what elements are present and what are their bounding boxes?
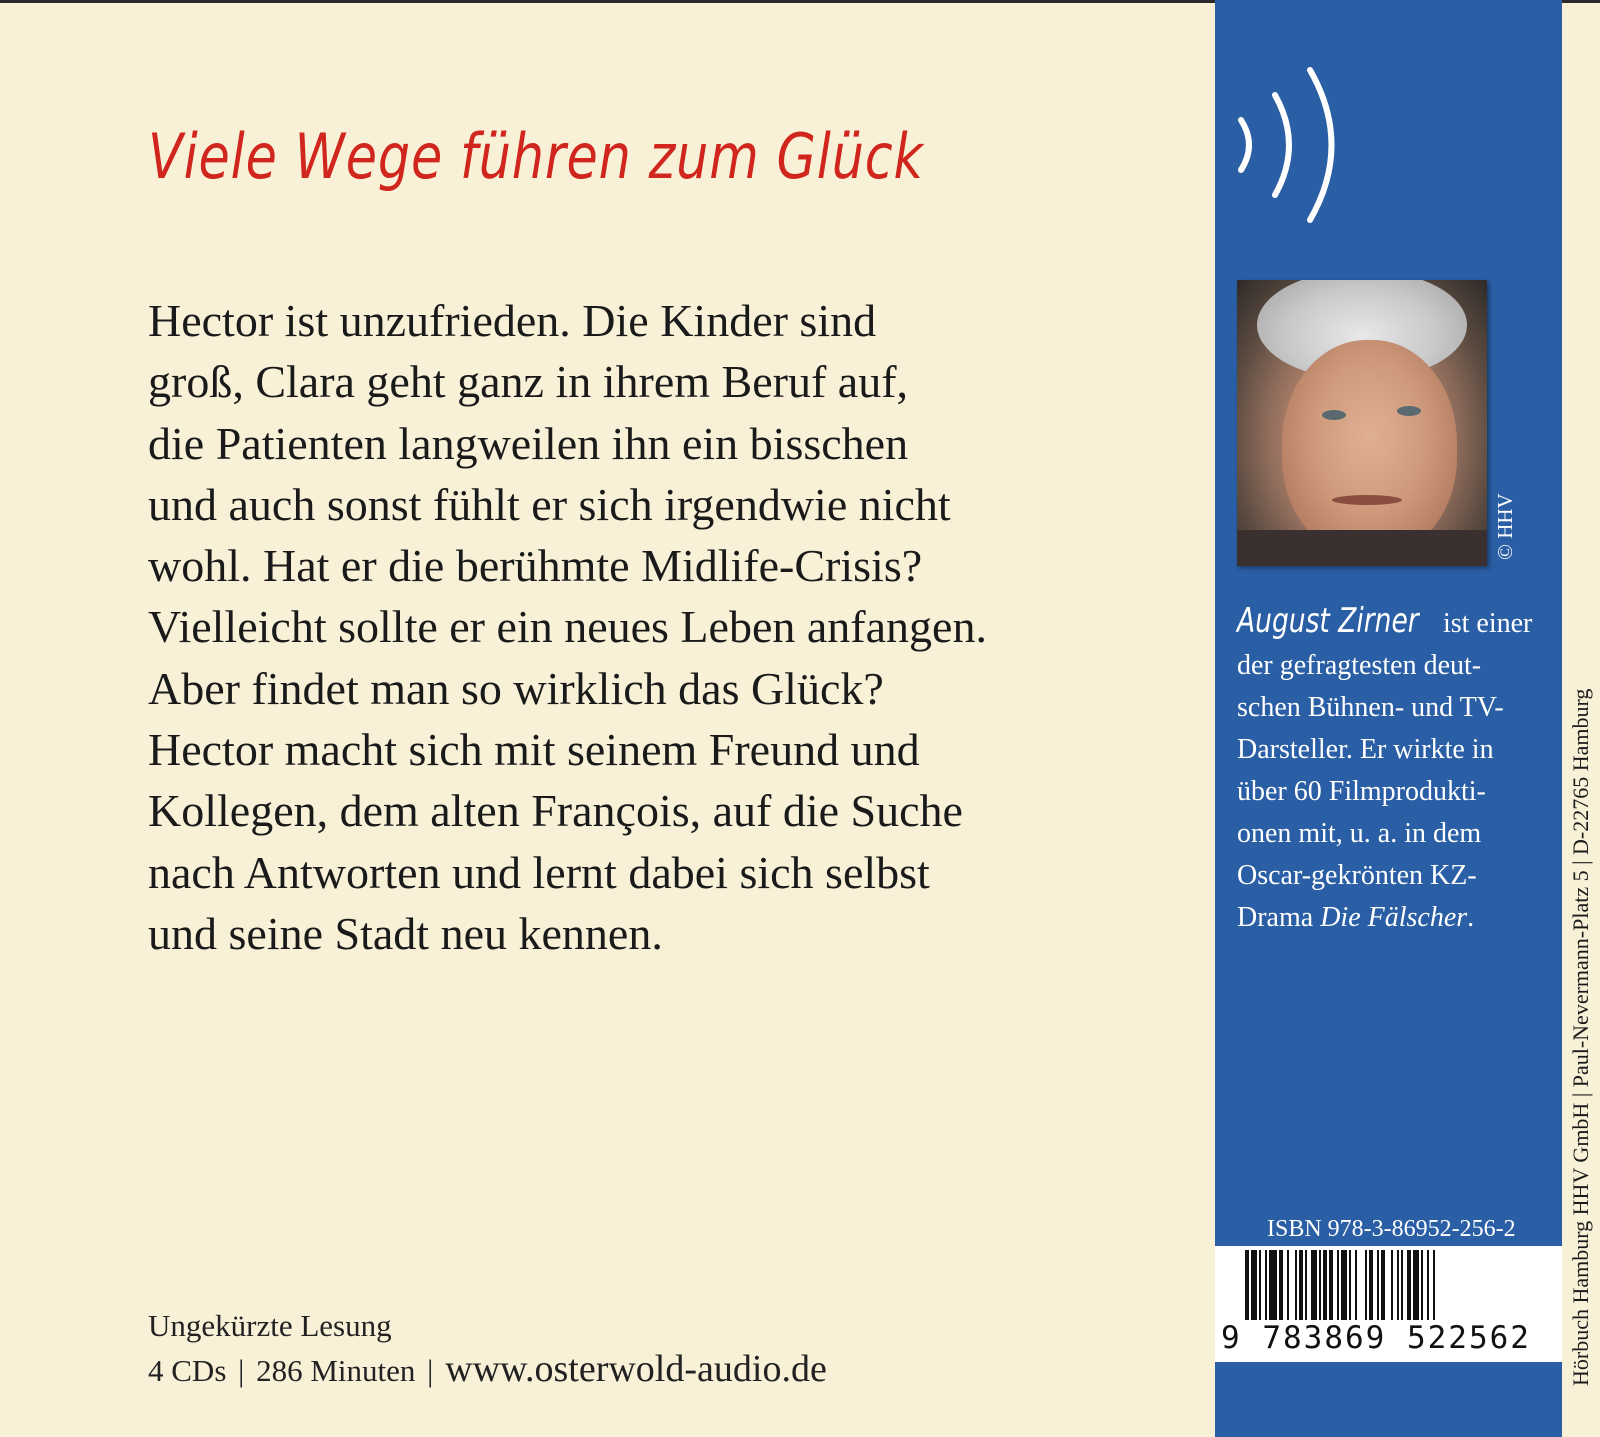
isbn: ISBN 978-3-86952-256-2 (1267, 1216, 1516, 1242)
bio-line: Darsteller. Er wirkte in (1237, 734, 1494, 765)
blurb-line: und seine Stadt neu kennen. (148, 907, 663, 959)
bio-line-last (1237, 897, 1557, 939)
barcode-bar (1377, 1250, 1379, 1320)
footer (148, 1305, 827, 1393)
barcode-bar (1349, 1250, 1351, 1320)
narrator-bio (1237, 600, 1557, 939)
bio-line-first (1237, 600, 1557, 645)
blurb-line: Hector ist unzufrieden. Die Kinder sind (148, 295, 877, 346)
barcode-bar (1323, 1250, 1327, 1320)
barcode-bar (1365, 1250, 1367, 1320)
barcode-bar (1311, 1250, 1317, 1320)
barcode-bar (1355, 1250, 1357, 1320)
film-title: Die Fälscher (1320, 902, 1468, 933)
blurb-line: Kollegen, dem alten François, auf die Suche (148, 785, 963, 837)
barcode-bar (1337, 1250, 1339, 1320)
bio-line: über 60 Filmprodukti- (1237, 776, 1486, 807)
cd-count: 4 CDs (148, 1353, 227, 1388)
barcode-bar (1381, 1250, 1385, 1320)
bio-first-text: ist einer (1442, 608, 1533, 639)
barcode-bar (1401, 1250, 1403, 1320)
barcode-bar (1251, 1250, 1257, 1320)
barcode-bar (1305, 1250, 1307, 1320)
barcode-bar (1433, 1250, 1435, 1320)
photo-credit: © HHV (1493, 493, 1517, 560)
barcode-digits: 9 783869 522562 (1221, 1320, 1531, 1356)
product-details (148, 1347, 827, 1393)
barcode-bar (1391, 1250, 1393, 1320)
barcode-bar (1279, 1250, 1283, 1320)
publisher-spine-text: Hörbuch Hamburg HHV GmbH | Paul-Nevermann-Platz 5 | D-22765 Hamburg (1568, 688, 1593, 1386)
website-link[interactable]: www.osterwold-audio.de (445, 1348, 827, 1390)
barcode-bar (1421, 1250, 1423, 1320)
info-panel (1215, 0, 1562, 1437)
bio-line: onen mit, u. a. in dem (1237, 818, 1482, 849)
separator: | (427, 1353, 434, 1388)
barcode-bar (1427, 1250, 1429, 1320)
blurb-line: Vielleicht sollte er ein neues Leben anfangen. (148, 601, 987, 653)
blurb-line: die Patienten langweilen ihn ein bisschen (148, 417, 909, 469)
bio-line: der gefragtesten deut- (1237, 650, 1482, 681)
barcode-bar (1287, 1250, 1289, 1320)
barcode-bar (1299, 1250, 1303, 1320)
edition-label: Ungekürzte Lesung (148, 1308, 392, 1343)
barcode-bar (1319, 1250, 1321, 1320)
barcode-bar (1369, 1250, 1373, 1320)
bio-last-prefix: Drama (1237, 902, 1314, 933)
headline: Viele Wege führen zum Glück (148, 120, 924, 193)
barcode-bar (1407, 1250, 1411, 1320)
separator: | (238, 1353, 245, 1388)
barcode-bar (1295, 1250, 1297, 1320)
barcode-bar (1329, 1250, 1333, 1320)
blurb-line: groß, Clara geht ganz in ihrem Beruf auf, (148, 356, 909, 408)
blurb-line: Hector macht sich mit seinem Freund und (148, 724, 920, 776)
barcode-bar (1259, 1250, 1261, 1320)
sound-waves-icon (1235, 60, 1355, 230)
duration: 286 Minuten (256, 1353, 416, 1388)
barcode-bar (1269, 1250, 1277, 1320)
barcode-bar (1341, 1250, 1347, 1320)
narrator-name: August Zirner (1237, 601, 1419, 641)
blurb-line: nach Antworten und lernt dabei sich selbst (148, 846, 930, 898)
barcode-bars (1215, 1246, 1562, 1320)
barcode-bar (1413, 1250, 1419, 1320)
blurb-line: wohl. Hat er die berühmte Midlife-Crisis? (148, 540, 923, 592)
blurb-line: Aber findet man so wirklich das Glück? (148, 662, 884, 714)
barcode-bar (1265, 1250, 1267, 1320)
bio-line: schen Bühnen- und TV- (1237, 692, 1504, 723)
barcode-bar (1397, 1250, 1399, 1320)
barcode-bar (1245, 1250, 1249, 1320)
blurb-text (148, 290, 1158, 964)
bio-line: Oscar-gekrönten KZ- (1237, 860, 1477, 891)
narrator-photo (1237, 280, 1487, 566)
bio-last-suffix: . (1467, 902, 1475, 933)
blurb-line: und auch sonst fühlt er sich irgendwie nicht (148, 478, 951, 530)
